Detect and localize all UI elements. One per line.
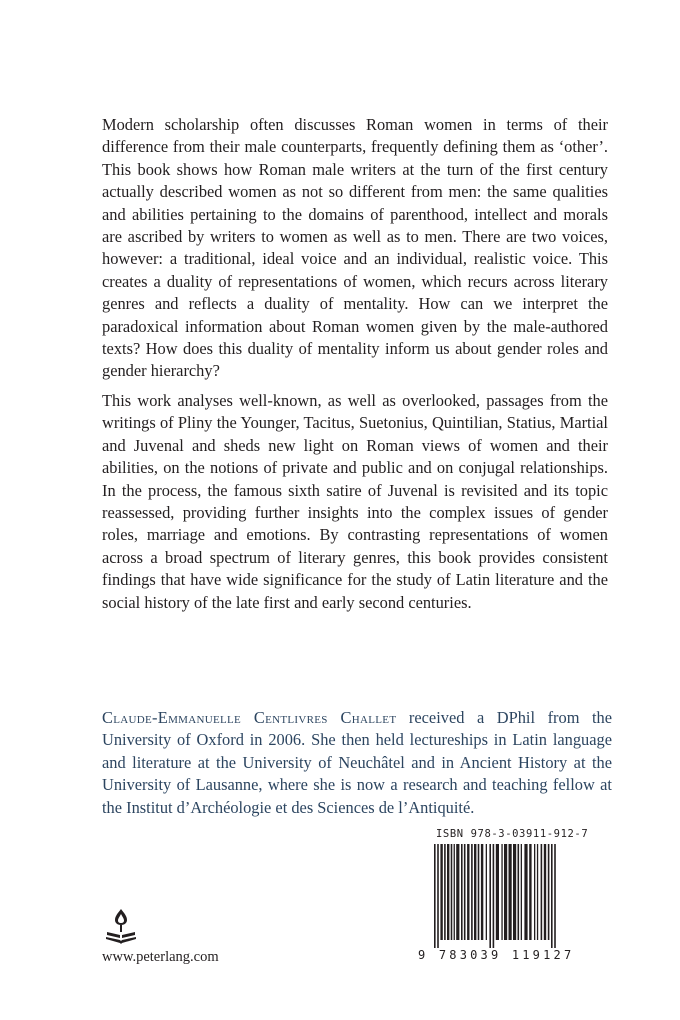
isbn-label: ISBN 978-3-03911-912-7: [436, 828, 589, 840]
isbn-digits: 9 783039 119127: [418, 948, 575, 962]
isbn-barcode-block: [418, 828, 618, 968]
barcode-icon: [418, 844, 618, 948]
publisher-website: www.peterlang.com: [102, 949, 219, 965]
author-bio-text: received a DPhil from the University of Oxford in 2006. She then held lectureships in Latin language and literature at the University of Neuchâtel and in Ancient History at the University of Lausanne, where she is now a research and teaching fellow at the Institut d’Archéologie et des Sciences de l’Antiquité.: [102, 708, 613, 817]
peter-lang-tree-book-logo-icon: [104, 908, 138, 946]
author-name: Claude-Emmanuelle Centlivres Challet: [102, 708, 397, 727]
blurb-paragraph-2: This work analyses well-known, as well as overlooked, passages from the writings of Pliny the Younger, Tacitus, Suetonius, Quintilian, Statius, Martial and Juvenal and sheds new light on Roman views of women and their abilities, on the notions of private and public and on conjugal relationships. In the process, the famous sixth satire of Juvenal is revisited and its topic reassessed, providing further insights into the complex issues of gender roles, marriage and emotions. By contrasting representations of women across a broad spectrum of literary genres, this book provides consistent findings that have wide significance for the study of Latin literature and the social history of the late first and early second centuries.: [102, 391, 608, 612]
blurb-paragraph-1: Modern scholarship often discusses Roman women in terms of their difference from their male counterparts, frequently defining them as ‘other’. This book shows how Roman male writers at the turn of the first century actually described women as not so different from men: the same qualities and abilities pertaining to the domains of parenthood, intellect and morals are ascribed by writers to women as well as to men. There are two voices, however: a traditional, ideal voice and an individual, realistic voice. This creates a duality of representations of women, which recurs across literary genres and reflects a duality of mentality. How can we interpret the paradoxical information about Roman women given by the male-authored texts? How does this duality of mentality inform us about gender roles and gender hierarchy?: [102, 115, 608, 381]
author-bio: [102, 707, 612, 819]
